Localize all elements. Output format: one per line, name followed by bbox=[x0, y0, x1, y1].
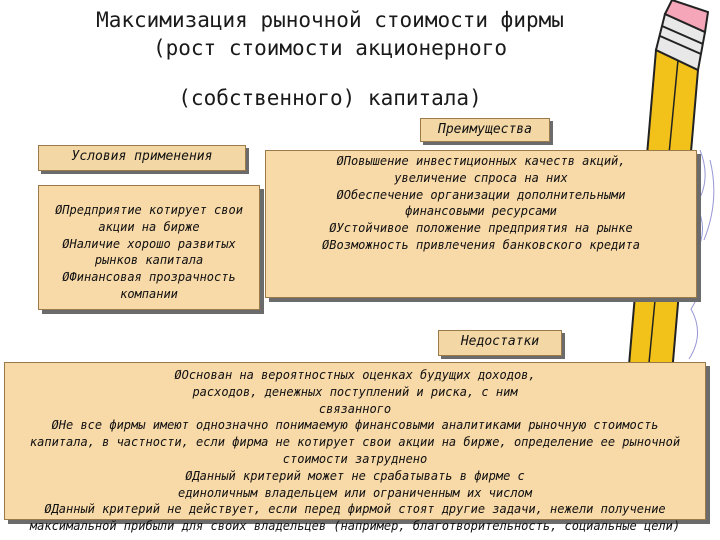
title-line-2: (рост стоимости акционерного bbox=[152, 36, 507, 60]
advantages-item: ØПовышение инвестиционных качеств акций, увеличение спроса на них bbox=[336, 154, 626, 185]
advantages-label bbox=[420, 118, 550, 142]
disadvantages-item: ØОснован на вероятностных оценках будущих доходов, расходов, денежных поступлений и риска, с ним связанного bbox=[174, 368, 536, 416]
conditions-label bbox=[38, 145, 246, 171]
advantages-box bbox=[265, 150, 697, 298]
page-title bbox=[40, 6, 620, 112]
disadvantages-label bbox=[438, 330, 562, 356]
title-line-3: (собственного) капитала) bbox=[178, 86, 482, 110]
title-line-1: Максимизация рыночной стоимости фирмы bbox=[96, 8, 564, 32]
disadvantages-item: ØДанный критерий может не срабатывать в фирме с единоличным владельцем или ограниченным их числом bbox=[177, 468, 532, 500]
advantages-item: ØУстойчивое положение предприятия на рынке bbox=[329, 221, 633, 236]
advantages-item: ØВозможность привлечения банковского кредита bbox=[322, 237, 640, 252]
conditions-item: ØПредприятие котирует свои акции на бирже bbox=[55, 203, 243, 234]
conditions-item: ØФинансовая прозрачность компании bbox=[62, 270, 236, 301]
conditions-box bbox=[38, 185, 260, 310]
disadvantages-box bbox=[4, 362, 706, 534]
advantages-item: ØОбеспечение организации дополнительными финансовыми ресурсами bbox=[336, 187, 626, 219]
advantages-label-text: Преимущества bbox=[438, 122, 532, 137]
disadvantages-item: ØДанный критерий не действует, если перед фирмой стоят другие задачи, нежели получение максимальной прибыли для своих владельцев (например, благотворительность, социальные цели) bbox=[29, 502, 681, 534]
disadvantages-label-text: Недостатки bbox=[460, 334, 540, 349]
conditions-item: ØНаличие хорошо развитых рынков капитала bbox=[62, 236, 236, 268]
conditions-label-text: Условия применения bbox=[71, 149, 213, 164]
disadvantages-item: ØНе все фирмы имеют однозначно понимаемую финансовыми аналитиками рыночную стоимость капитала, в частности, если фирма не котирует свои акции на бирже, определение ее рыночной стоимости затруднено bbox=[29, 418, 681, 466]
